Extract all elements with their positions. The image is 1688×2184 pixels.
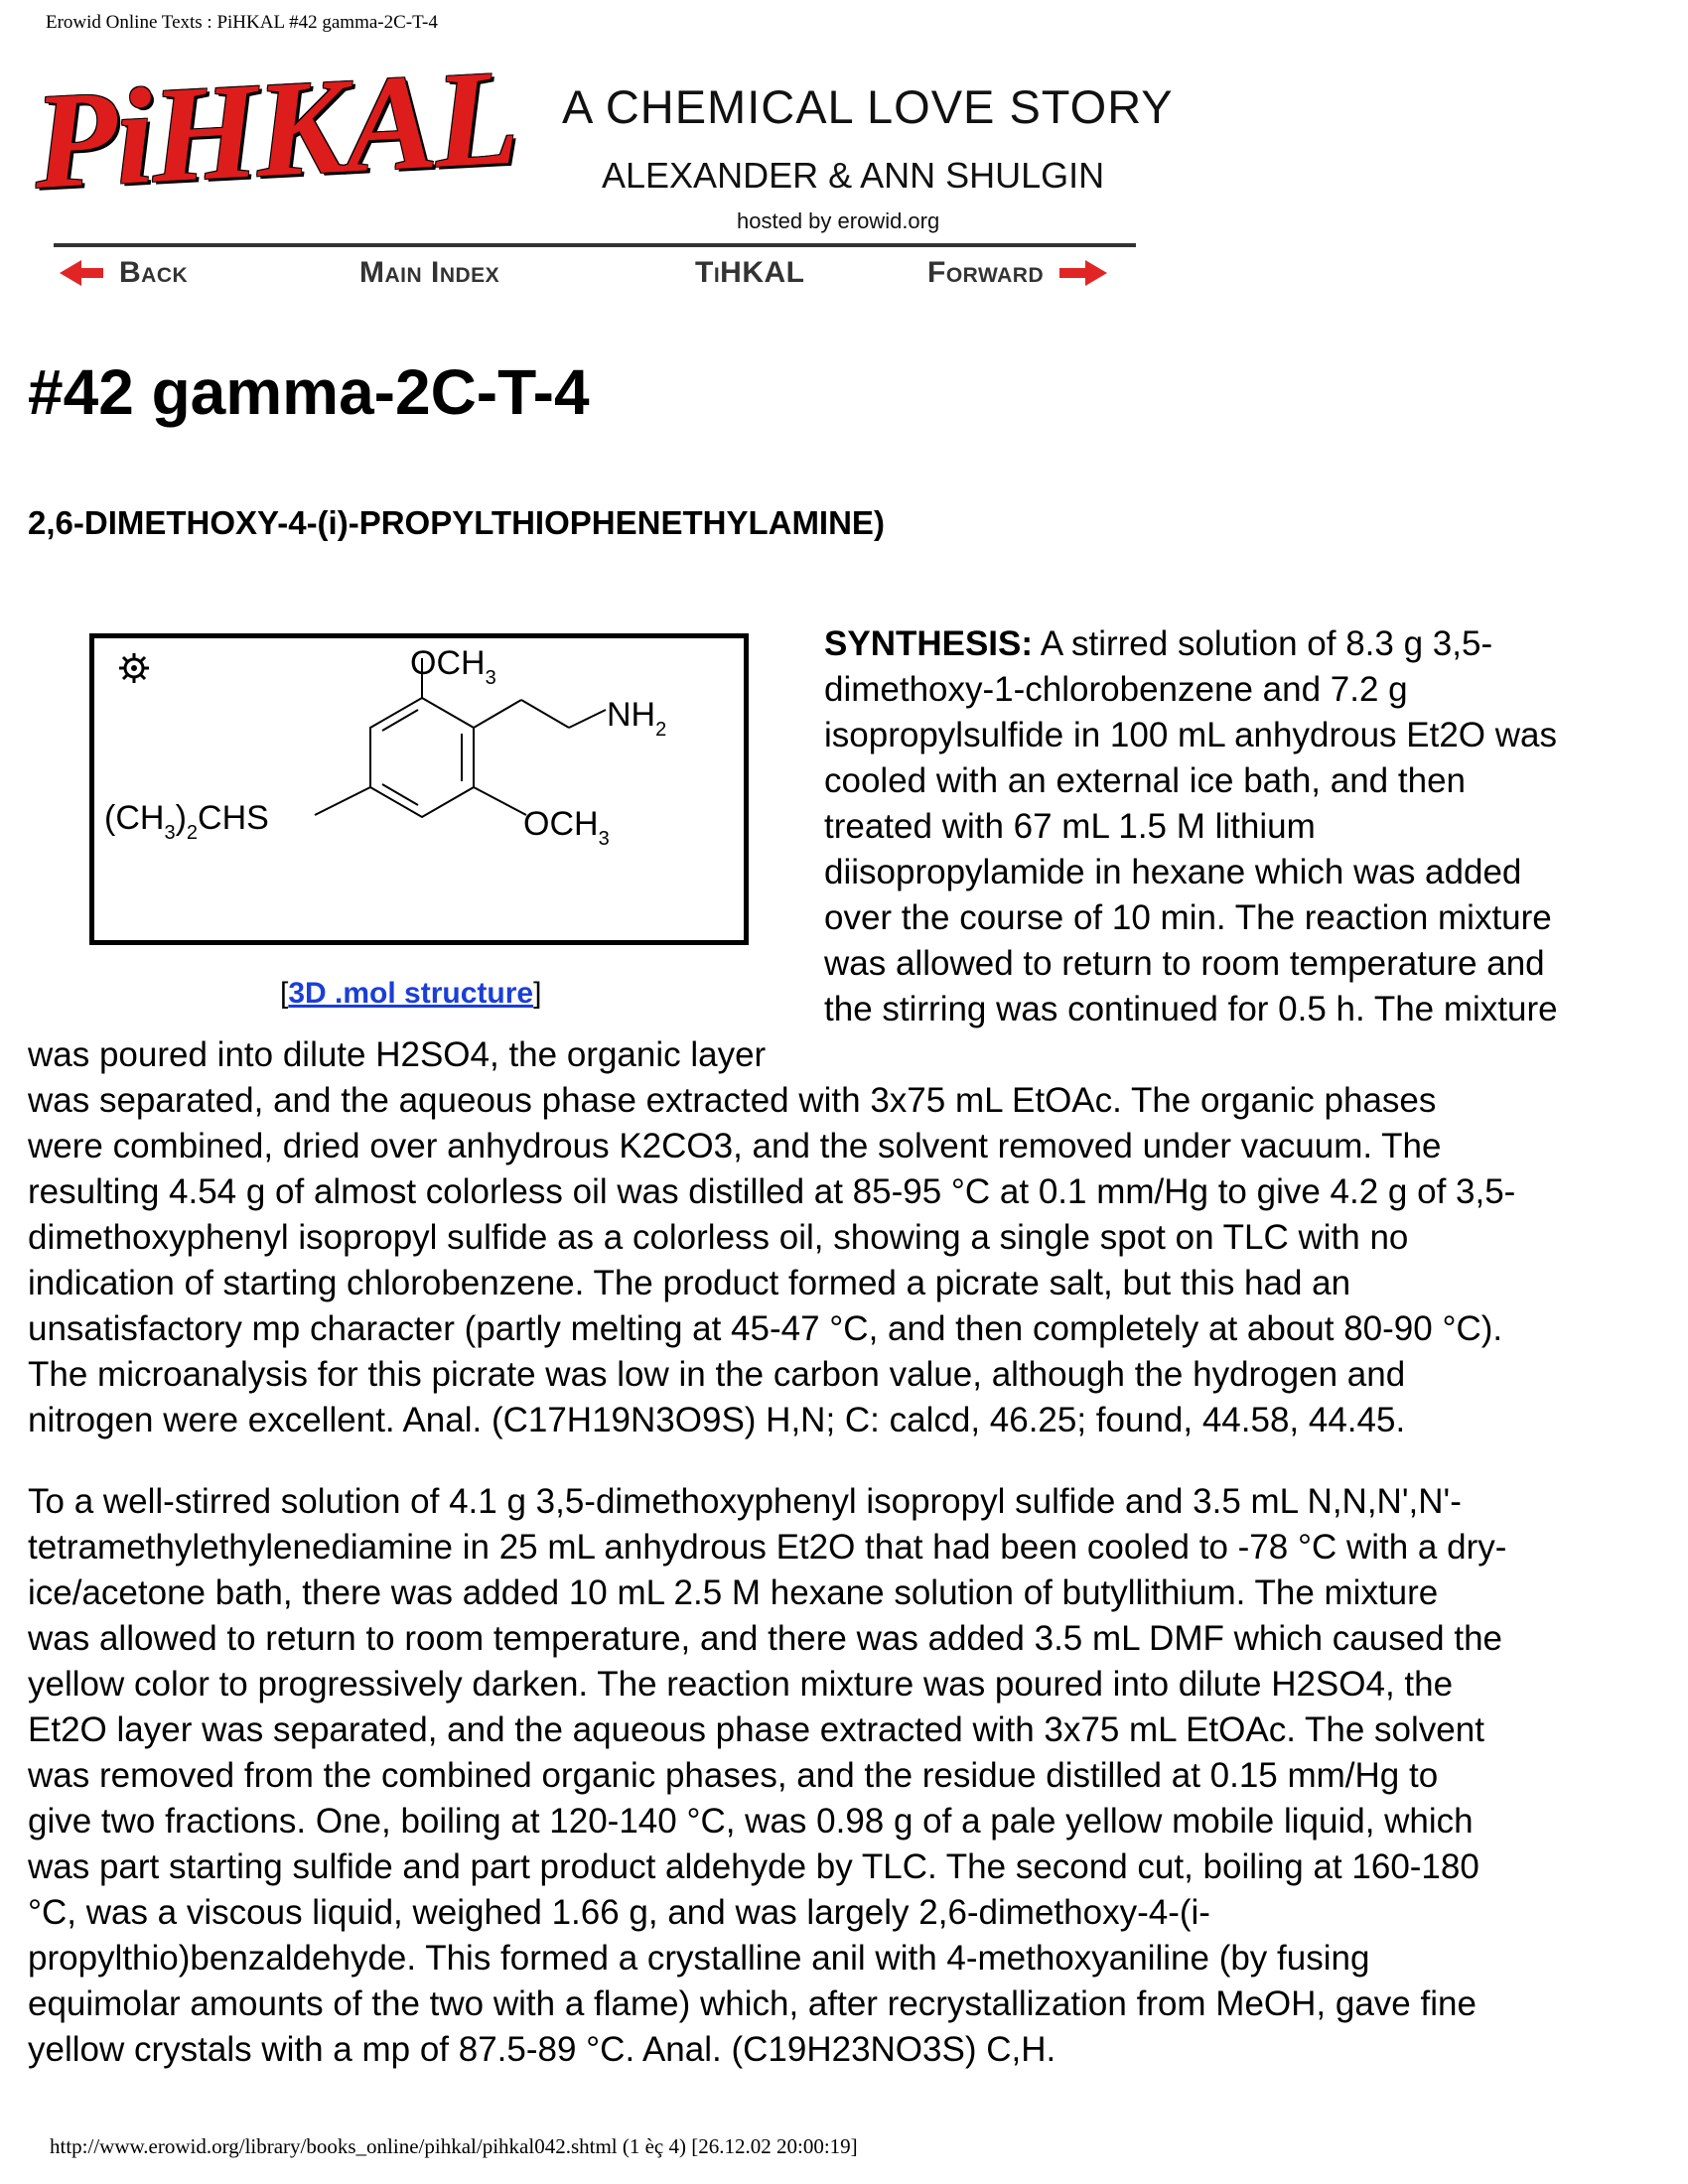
synthesis-line: over the course of 10 min. The reaction mixture: [824, 898, 1552, 937]
page-title: #42 gamma-2C-T-4: [28, 356, 590, 428]
svg-text:(CH3)2CHS: [104, 799, 269, 844]
tihkal-label: TiHKAL: [695, 256, 805, 289]
synthesis-line: diisopropylamide in hexane which was added: [824, 853, 1522, 891]
print-footer: http://www.erowid.org/library/books_online/pihkal/pihkal042.shtml (1 èç 4) [26.12.02 20:00:19]: [50, 2134, 858, 2158]
paragraph-line: was removed from the combined organic phases, and the residue distilled at 0.15 mm/Hg to: [28, 1756, 1439, 1795]
och3-bottom-label: OCH: [523, 805, 599, 843]
book-subtitle: A CHEMICAL LOVE STORY: [562, 80, 1174, 133]
paragraph-line: propylthio)benzaldehyde. This formed a crystalline anil with 4-methoxyaniline (by fusing: [28, 1939, 1370, 1978]
synthesis-column: [824, 621, 1678, 1032]
synthesis-label: SYNTHESIS:: [824, 624, 1034, 663]
pihkal-logo[interactable]: [29, 40, 546, 226]
synthesis-line: isopropylsulfide in 100 mL anhydrous Et2O was: [824, 716, 1557, 754]
paragraph-line: were combined, dried over anhydrous K2CO3, and the solvent removed under vacuum. The: [28, 1127, 1442, 1165]
mol-caption: [280, 977, 541, 1011]
paragraph-line: °C, was a viscous liquid, weighed 1.66 g, and was largely 2,6-dimethoxy-4-(i-: [28, 1893, 1210, 1932]
paragraph-line: yellow color to progressively darken. The reaction mixture was poured into dilute H2SO4, the: [28, 1665, 1454, 1704]
hosted-by: hosted by erowid.org: [737, 208, 940, 233]
benzene-ring: [315, 658, 606, 817]
paragraph-line: was poured into dilute H2SO4, the organic layer: [28, 1035, 767, 1074]
paragraph-line: yellow crystals with a mp of 87.5-89 °C. Anal. (C19H23NO3S) C,H.: [28, 2030, 1056, 2069]
svg-text:OCH3: [410, 644, 496, 689]
och3-top-subscript: 3: [485, 667, 496, 689]
paragraph-line: was part starting sulfide and part product aldehyde by TLC. The second cut, boiling at 160-180: [28, 1847, 1479, 1886]
paragraph-line: dimethoxyphenyl isopropyl sulfide as a colorless oil, showing a single spot on TLC with no: [28, 1218, 1409, 1257]
caption-bracket-open: [: [280, 977, 289, 1010]
caption-bracket-close: ]: [533, 977, 542, 1010]
paragraph-line: give two fractions. One, boiling at 120-140 °C, was 0.98 g of a pale yellow mobile liquid, which: [28, 1802, 1474, 1841]
3d-mol-structure-link[interactable]: 3D .mol structure: [288, 977, 534, 1010]
tihkal-link[interactable]: [695, 256, 804, 290]
synthesis-paragraph-2: [28, 1479, 1676, 2073]
synthesis-line: was allowed to return to room temperature and: [824, 944, 1545, 983]
paragraph-line: The microanalysis for this picrate was low in the carbon value, although the hydrogen and: [28, 1355, 1406, 1394]
paragraph-line: was separated, and the aqueous phase extracted with 3x75 mL EtOAc. The organic phases: [28, 1081, 1437, 1120]
gear-icon[interactable]: [119, 653, 149, 683]
synthesis-paragraph-continued: [28, 1032, 1676, 1443]
arrow-right-icon: [1085, 260, 1107, 286]
synthesis-line: dimethoxy-1-chlorobenzene and 7.2 g: [824, 670, 1408, 709]
paragraph-line: equimolar amounts of the two with a flame) which, after recrystallization from MeOH, gave fine: [28, 1984, 1477, 2023]
arrow-left-icon: [60, 260, 81, 286]
back-label: Back: [119, 256, 189, 289]
svg-text:OCH3: [523, 805, 610, 850]
back-link[interactable]: [58, 256, 188, 290]
nh2-label: NH: [607, 696, 656, 734]
paragraph-line: indication of starting chlorobenzene. The product formed a picrate salt, but this had an: [28, 1264, 1351, 1302]
synthesis-line: treated with 67 mL 1.5 M lithium: [824, 807, 1316, 846]
print-header: Erowid Online Texts : PiHKAL #42 gamma-2C-T-4: [46, 12, 438, 33]
sidechain-label-c: CHS: [198, 799, 269, 837]
paragraph-line: To a well-stirred solution of 4.1 g 3,5-dimethoxyphenyl isopropyl sulfide and 3.5 mL N,N,N',N'-: [28, 1482, 1462, 1521]
nh2-subscript: 2: [655, 719, 667, 741]
synthesis-line: the stirring was continued for 0.5 h. The mixture: [824, 990, 1558, 1028]
book-authors: ALEXANDER & ANN SHULGIN: [602, 155, 1105, 196]
synthesis-line: cooled with an external ice bath, and then: [824, 761, 1466, 800]
molecule-drawing: [94, 638, 744, 940]
main-index-link[interactable]: [359, 256, 499, 290]
main-index-label: Main Index: [359, 256, 500, 289]
sidechain-label-b: ): [175, 799, 187, 837]
paragraph-line: Et2O layer was separated, and the aqueous phase extracted with 3x75 mL EtOAc. The solvent: [28, 1710, 1484, 1749]
forward-link[interactable]: [927, 256, 1107, 290]
chemical-name: 2,6-DIMETHOXY-4-(i)-PROPYLTHIOPHENETHYLAMINE): [28, 504, 885, 541]
paragraph-line: nitrogen were excellent. Anal. (C17H19N3O9S) H,N; C: calcd, 46.25; found, 44.58, 44.45.: [28, 1401, 1406, 1439]
logo-text: PiHKAL: [29, 40, 520, 217]
paragraph-line: was allowed to return to room temperature, and there was added 3.5 mL DMF which caused the: [28, 1619, 1503, 1658]
sidechain-label-a: (CH: [104, 799, 165, 837]
och3-top-label: OCH: [410, 644, 486, 682]
forward-label: Forward: [927, 256, 1045, 289]
synthesis-line: SYNTHESIS: A stirred solution of 8.3 g 3,5-: [824, 624, 1493, 663]
paragraph-line: tetramethylethylenediamine in 25 mL anhydrous Et2O that had been cooled to -78 °C with a dry-: [28, 1528, 1507, 1567]
svg-text:NH2: [607, 696, 666, 741]
sidechain-subscript-b: 2: [186, 822, 199, 844]
paragraph-line: ice/acetone bath, there was added 10 mL 2.5 M hexane solution of butyllithium. The mixture: [28, 1573, 1439, 1612]
banner-divider: [54, 243, 1136, 247]
paragraph-line: resulting 4.54 g of almost colorless oil was distilled at 85-95 °C at 0.1 mm/Hg to give 4.2 g of 3,5-: [28, 1172, 1516, 1211]
sidechain-subscript-a: 3: [164, 822, 176, 844]
navigation-bar: [0, 256, 1688, 296]
och3-bottom-subscript: 3: [598, 828, 610, 850]
structure-diagram: [89, 633, 749, 945]
paragraph-line: unsatisfactory mp character (partly melting at 45-47 °C, and then completely at about 80-90 °C).: [28, 1309, 1503, 1348]
